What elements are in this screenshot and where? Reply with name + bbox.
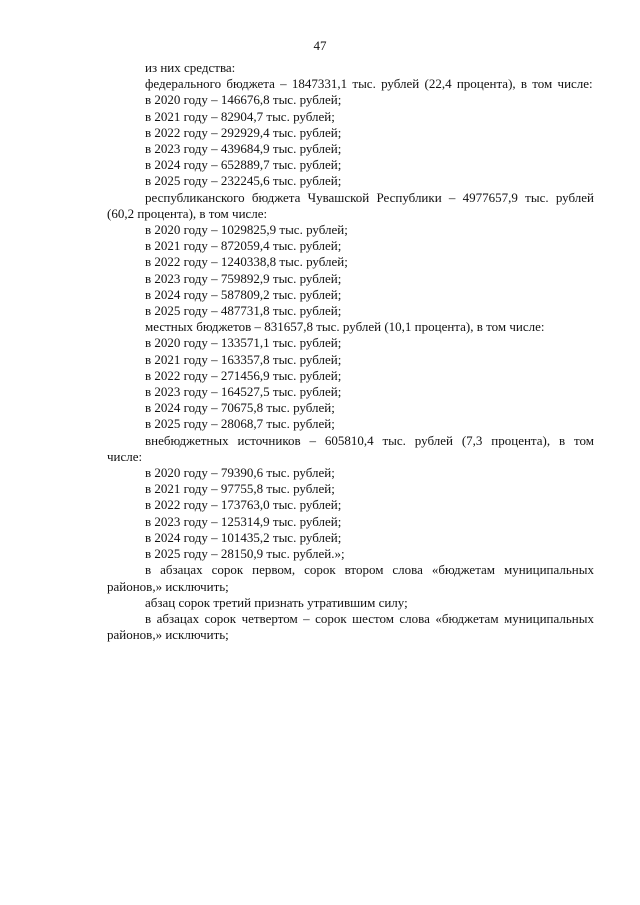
paragraph-intro: из них средства:: [145, 60, 236, 75]
list-item: в 2022 году – 271456,9 тыс. рублей;: [145, 367, 342, 383]
paragraph-amendment-41-42: в абзацах сорок первом, сорок втором слова «бюджетам муниципальных районов,» исключить;: [107, 562, 594, 594]
list-item: в 2022 году – 173763,0 тыс. рублей;: [145, 497, 342, 513]
paragraph-amendment-43: абзац сорок третий признать утратившим силу;: [145, 594, 408, 610]
paragraph-republican-budget: республиканского бюджета Чувашской Республики – 4977657,9 тыс. рублей (60,2 процента), в том числе:: [107, 189, 594, 221]
list-item: в 2024 году – 587809,2 тыс. рублей;: [145, 286, 342, 302]
list-item: в 2022 году – 292929,4 тыс. рублей;: [145, 124, 342, 140]
list-item: в 2025 году – 28068,7 тыс. рублей;: [145, 416, 335, 432]
list-item: в 2025 году – 28150,9 тыс. рублей.»;: [145, 546, 345, 562]
list-item: в 2021 году – 163357,8 тыс. рублей;: [145, 351, 342, 367]
list-item: в 2020 году – 79390,6 тыс. рублей;: [145, 465, 335, 481]
paragraph-amendment-44-46: в абзацах сорок четвертом – сорок шестом слова «бюджетам муниципальных районов,» исключить;: [107, 610, 594, 643]
document-body: [107, 60, 594, 643]
list-item: в 2020 году – 146676,8 тыс. рублей;: [145, 92, 342, 108]
list-item: в 2021 году – 97755,8 тыс. рублей;: [145, 481, 335, 497]
list-item: в 2021 году – 872059,4 тыс. рублей;: [145, 238, 342, 254]
paragraph-local-budgets: местных бюджетов – 831657,8 тыс. рублей (10,1 процента), в том числе:: [145, 319, 545, 335]
paragraph-federal-budget: федерального бюджета – 1847331,1 тыс. рублей (22,4 процента), в том числе:: [145, 76, 593, 92]
list-item: в 2020 году – 133571,1 тыс. рублей;: [145, 335, 342, 351]
paragraph-extrabudgetary: внебюджетных источников – 605810,4 тыс. рублей (7,3 процента), в том числе:: [107, 432, 594, 464]
list-item: в 2025 году – 232245,6 тыс. рублей;: [145, 173, 342, 189]
page-number: 47: [313, 38, 327, 53]
list-item: в 2024 году – 70675,8 тыс. рублей;: [145, 400, 335, 416]
list-item: в 2023 году – 759892,9 тыс. рублей;: [145, 270, 342, 286]
list-item: в 2023 году – 439684,9 тыс. рублей;: [145, 141, 342, 157]
list-item: в 2025 году – 487731,8 тыс. рублей;: [145, 303, 342, 319]
list-item: в 2022 году – 1240338,8 тыс. рублей;: [145, 254, 348, 270]
list-item: в 2021 году – 82904,7 тыс. рублей;: [145, 108, 335, 124]
list-item: в 2023 году – 125314,9 тыс. рублей;: [145, 513, 342, 529]
list-item: в 2020 году – 1029825,9 тыс. рублей;: [145, 222, 348, 238]
list-item: в 2023 году – 164527,5 тыс. рублей;: [145, 384, 342, 400]
list-item: в 2024 году – 101435,2 тыс. рублей;: [145, 529, 342, 545]
list-item: в 2024 году – 652889,7 тыс. рублей;: [145, 157, 342, 173]
